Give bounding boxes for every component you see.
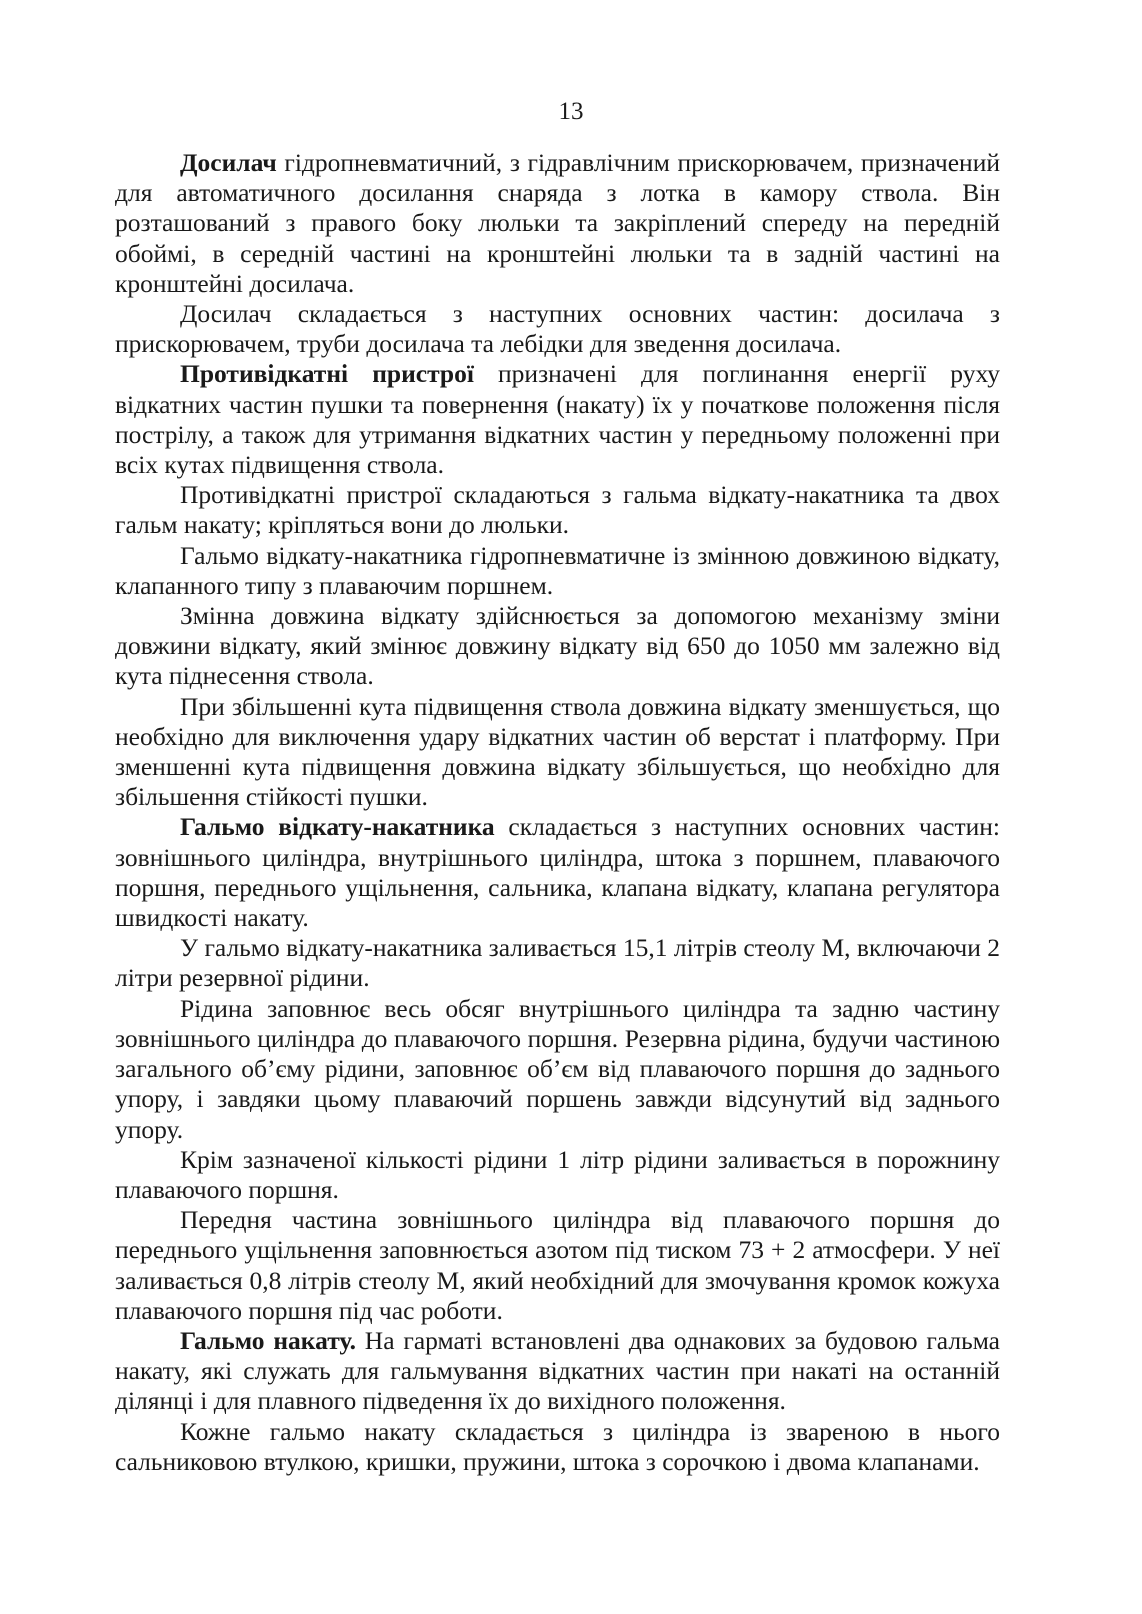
paragraph-fluid-fill: [115, 994, 1000, 1145]
paragraph-text: Кожне гальмо накату складається з циліндра із звареною в нього сальниковою втулкою, кришки, пружини, штока з сорочкою і двома клапанами.: [115, 1416, 1000, 1476]
paragraph-recoil-brake-parts: [115, 812, 1000, 933]
paragraph-counter-recoil-parts: [115, 1417, 1000, 1477]
paragraph-text: гідропневматичний, з гідравлічним прискорювачем, призначений для автоматичного досилання снаряда з лотка в камору ствола. Він розташований з правого боку люльки та закріплений спереду на передній обоймі, в середній частині на кронштейні люльки та в задній частині на кронштейні досилача.: [115, 148, 1000, 298]
paragraph-rammer-parts: [115, 299, 1000, 359]
paragraph-lead: Досилач: [180, 148, 277, 177]
paragraph-text: Змінна довжина відкату здійснюється за допомогою механізму зміни довжини відкату, який змінює довжину відкату від 650 до 1050 мм залежно від кута піднесення ствола.: [115, 601, 1000, 691]
paragraph-text: складається з наступних основних частин: зовнішнього циліндра, внутрішнього циліндра, штока з поршнем, плаваючого поршня, переднього ущільнення, сальника, клапана відкату, клапана регулятора швидкості накату.: [115, 812, 1000, 933]
document-body: [115, 148, 1000, 1477]
paragraph-fluid-volume: [115, 933, 1000, 993]
paragraph-text: призначені для поглинання енергії руху відкатних частин пушки та повернення (накату) їх у початкове положення після пострілу, а також для утримання відкатних частин у передньому положенні при всіх кутах підвищення ствола.: [115, 359, 1001, 480]
paragraph-text: Крім зазначеної кількості рідини 1 літр рідини заливається в порожнину плаваючого поршня.: [115, 1144, 1000, 1204]
paragraph-piston-cavity: [115, 1145, 1000, 1205]
paragraph-recoil-brake-type: [115, 541, 1000, 601]
paragraph-text: Досилач складається з наступних основних частин: досилача з прискорювачем, труби досилача та лебідки для зведення досилача.: [115, 299, 1000, 359]
paragraph-text: У гальмо відкату-накатника заливається 15,1 літрів стеолу М, включаючи 2 літри резервної рідини.: [115, 933, 1000, 993]
paragraph-text: Передня частина зовнішнього циліндра від плаваючого поршня до переднього ущільнення заповнюється азотом під тиском 73 + 2 атмосфери. У неї заливається 0,8 літрів стеолу М, який необхідний для змочування кромок кожуха плаваючого поршня під час роботи.: [115, 1205, 1000, 1325]
page-number: 13: [558, 98, 584, 125]
paragraph-nitrogen: [115, 1205, 1000, 1326]
paragraph-lead: Гальмо відкату-накатника: [180, 812, 495, 842]
paragraph-text: Рідина заповнює весь обсяг внутрішнього циліндра та задню частину зовнішнього циліндра до плаваючого поршня. Резервна рідина, будучи частиною загального об’єму рідини, заповнює об’єм від плаваючого поршня до заднього упору, і завдяки цьому плаваючий поршень завжди відсунутий від заднього упору.: [115, 993, 1000, 1144]
paragraph-text: На гарматі встановлені два однакових за будовою гальма накату, які служать для гальмування відкатних частин при накаті на останній ділянці і для плавного підведення їх до вихідного положення.: [115, 1325, 1000, 1416]
paragraph-variable-recoil: [115, 601, 1000, 692]
paragraph-rammer: [115, 148, 1000, 299]
paragraph-recoil-devices: [115, 359, 1000, 480]
paragraph-text: При збільшенні кута підвищення ствола довжина відкату зменшується, що необхідно для виключення удару відкатних частин об верстат і платформу. При зменшенні кута підвищення довжина відкату збільшується, що необхідно для збільшення стійкості пушки.: [115, 691, 1000, 812]
paragraph-recoil-devices-parts: [115, 480, 1000, 540]
paragraph-lead: Гальмо накату.: [180, 1325, 356, 1355]
paragraph-text: Противідкатні пристрої складаються з гальма відкату-накатника та двох гальм накату; кріпляться вони до люльки.: [115, 480, 1000, 540]
paragraph-lead: Противідкатні пристрої: [180, 359, 474, 389]
paragraph-counter-recoil-brake: [115, 1326, 1000, 1417]
paragraph-text: Гальмо відкату-накатника гідропневматичне із змінною довжиною відкату, клапанного типу з плаваючим поршнем.: [115, 540, 1000, 600]
paragraph-elevation-effect: [115, 692, 1000, 813]
